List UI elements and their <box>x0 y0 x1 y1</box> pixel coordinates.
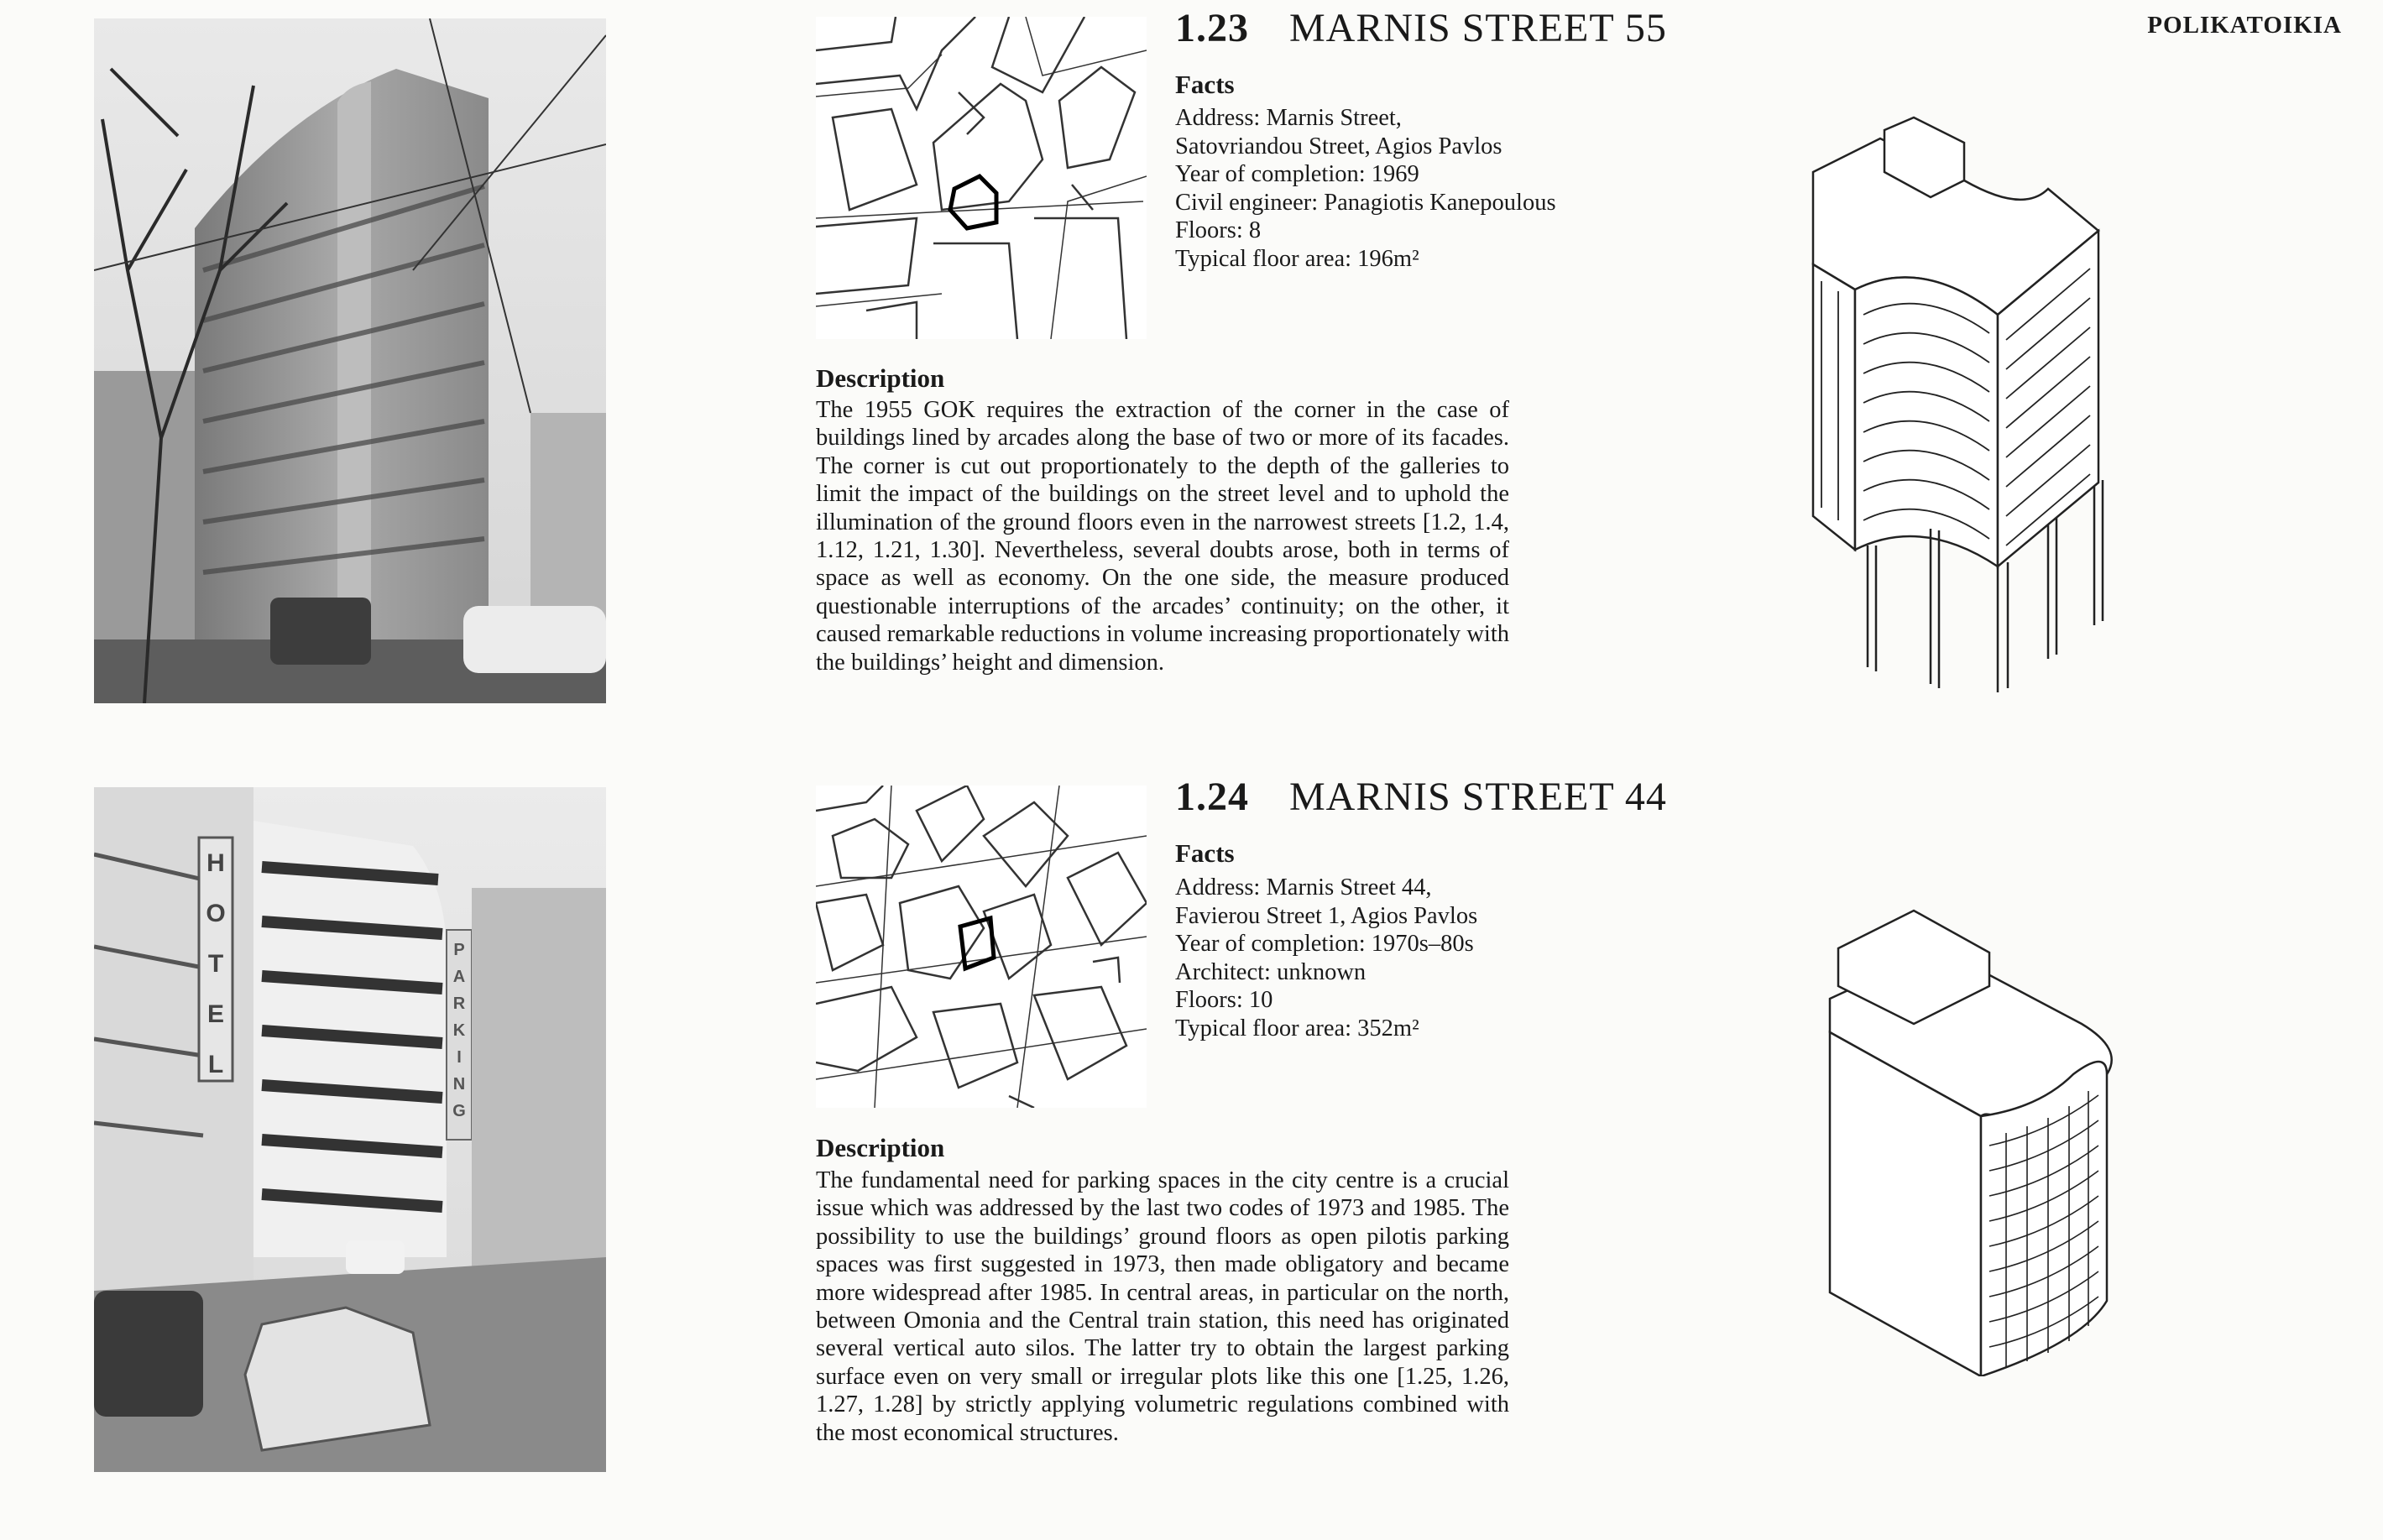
fact-line: Typical floor area: 352m² <box>1175 1015 1419 1041</box>
parking-sign-letter: R <box>452 994 466 1013</box>
entry-number: 1.24 <box>1175 775 1249 819</box>
hotel-sign-letter: E <box>206 1000 225 1028</box>
description-text: The fundamental need for parking spaces in the city centre is a crucial issue which was addressed by the last two codes of 1973 and 1985. The possibility to use the buildings’ ground floors as open pilotis parking spaces was first suggested in 1973, then made obligatory and became more widespread after 1985. In central areas, in particular on the north, between Omonia and the Central train station, this need has originated several vertical auto silos. The latter try to obtain the largest parking surface even on very small or irregular plots like this one [1.25, 1.26, 1.27, 1.28] by strictly applying volumetric regulations combined with the most economical structures. <box>816 1167 1509 1446</box>
fact-line: Address: Marnis Street, <box>1175 105 1402 131</box>
description-text: The 1955 GOK requires the extraction of the corner in the case of buildings lined by arcades along the base of two or more of its facades. The corner is cut out proportionately to the depth of the galleries to limit the impact of the buildings on the street level and to uphold the illumination of the ground floors even in the narrowest streets [1.2, 1.4, 1.12, 1.21, 1.30]. Nevertheless, several doubts arose, both in terms of space as well as economy. On the one side, the measure produced questionable interruptions of the arcades’ continuity; on the other, it caused remarkable reductions in volume increasing proportionately with the buildings’ height and dimension. <box>816 397 1509 676</box>
fact-line: Satovriandou Street, Agios Pavlos <box>1175 133 1502 159</box>
facts-list <box>1175 874 1477 1042</box>
site-map-marnis-55-drawing <box>816 17 1147 339</box>
fact-line: Architect: unknown <box>1175 958 1367 985</box>
fact-line: Civil engineer: Panagiotis Kanepoulous <box>1175 189 1556 216</box>
fact-line: Favierou Street 1, Agios Pavlos <box>1175 902 1478 929</box>
fact-line: Floors: 8 <box>1175 217 1262 243</box>
facts-heading: Facts <box>1175 838 1235 868</box>
entry-title-1-24 <box>1175 774 1667 820</box>
facts-list <box>1175 104 1556 273</box>
hotel-sign-letter: O <box>206 900 226 927</box>
entry-name: MARNIS STREET 55 <box>1289 6 1667 50</box>
parking-sign-letter: P <box>453 941 465 959</box>
facts-heading: Facts <box>1175 70 1235 99</box>
parking-sign-letter: A <box>452 968 466 986</box>
description-heading: Description <box>816 363 945 393</box>
photo-marnis-55-illustration <box>94 18 606 703</box>
site-map-marnis-44 <box>816 786 1147 1108</box>
parking-sign-letter: G <box>452 1102 466 1120</box>
hotel-sign-letter: H <box>206 849 225 877</box>
fact-line: Year of completion: 1969 <box>1175 161 1419 187</box>
fact-line: Floors: 10 <box>1175 987 1273 1013</box>
running-head: POLIKATOIKIA <box>2147 12 2342 39</box>
entry-name: MARNIS STREET 44 <box>1289 775 1667 819</box>
parking-sign-letter: K <box>452 1021 466 1040</box>
description-heading: Description <box>816 1133 945 1162</box>
entry-title-1-23 <box>1175 5 1667 51</box>
axonometric-marnis-44 <box>1821 906 2208 1376</box>
photo-marnis-55 <box>94 18 606 703</box>
photo-marnis-44-illustration <box>94 787 606 1472</box>
parking-sign-letter: N <box>452 1075 466 1094</box>
entry-number: 1.23 <box>1175 6 1249 50</box>
site-map-marnis-44-drawing <box>816 786 1147 1108</box>
axonometric-marnis-55-drawing <box>1805 113 2157 701</box>
axonometric-marnis-55 <box>1805 113 2157 701</box>
parking-sign-letter: I <box>457 1048 462 1067</box>
hotel-sign-letter: L <box>207 1051 224 1078</box>
hotel-sign-letter: T <box>207 950 224 978</box>
site-map-marnis-55 <box>816 17 1147 339</box>
photo-marnis-44 <box>94 787 606 1472</box>
axonometric-marnis-44-drawing <box>1821 906 2208 1376</box>
fact-line: Address: Marnis Street 44, <box>1175 874 1432 901</box>
fact-line: Typical floor area: 196m² <box>1175 245 1419 272</box>
fact-line: Year of completion: 1970s–80s <box>1175 931 1474 957</box>
